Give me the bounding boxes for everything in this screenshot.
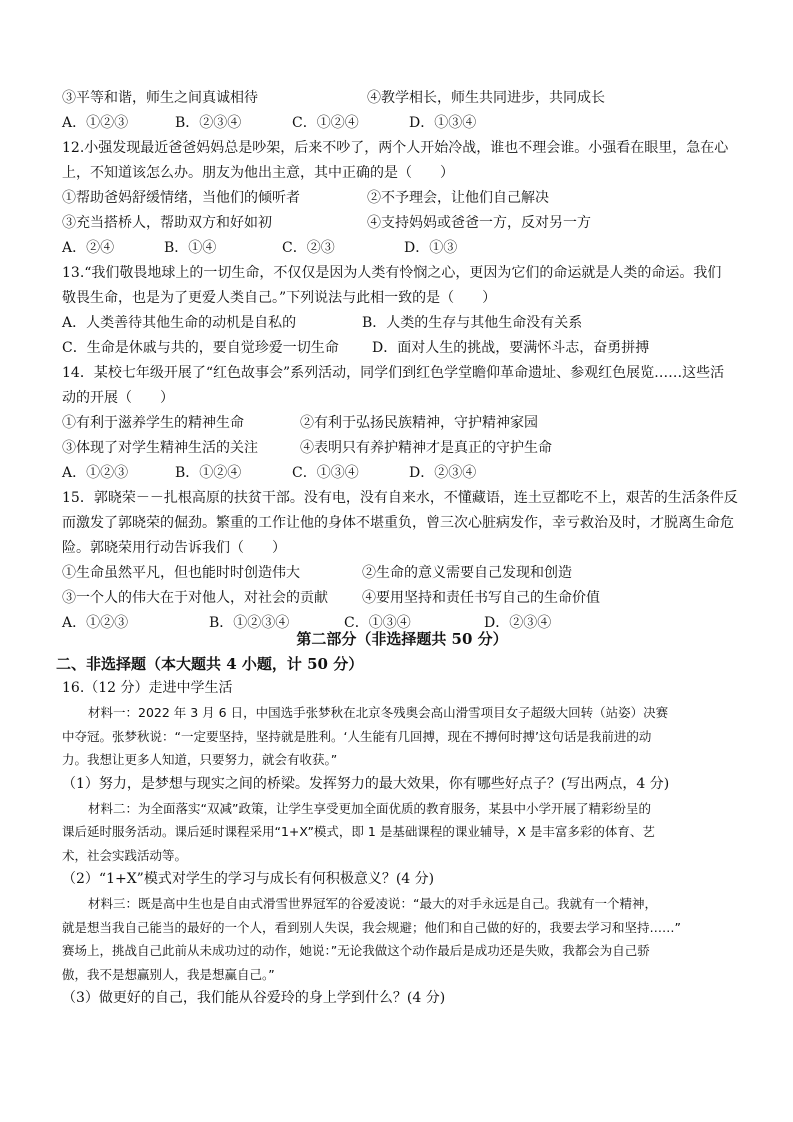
q13-stem-2: 敬畏生命，也是为了更爱人类自己。”下列说法与此相一致的是（ ）: [62, 290, 497, 306]
q12-option-3: ③充当搭桥人，帮助双方和好如初: [62, 215, 272, 231]
q16-material2-line1: 材料二：为全面落实“双减”政策，让学生享受更加全面优质的教育服务，某县中小学开展了精彩纷呈的: [88, 800, 651, 816]
q15-choice-a: A．①②③: [62, 615, 129, 631]
q16-material3-line2: 就是想当我自己能当的最好的一个人，看到别人失误，我会规避；他们和自己做的好的，我要去学习和坚持……”: [62, 919, 681, 935]
q11-options-row: [62, 86, 742, 111]
q16-material1-line3: 力。我想让更多人知道，只要努力，就会有收获。”: [62, 752, 338, 767]
q12-option-4: ④支持妈妈或爸爸一方，反对另一方: [367, 215, 591, 231]
q11-option-3: ③平等和谐，师生之间真诚相待: [62, 90, 258, 106]
q14-choice-b: B．①②④: [175, 465, 242, 481]
q16-material2-line2: 课后延时服务活动。课后延时课程采用“1+X”模式，即 1 是基础课程的课业辅导，X 是丰富多彩的体育、艺: [62, 824, 655, 839]
q11-option-4: ④教学相长，师生共同进步，共同成长: [367, 90, 605, 106]
q16-title: 16.（12 分）走进中学生活: [62, 680, 233, 696]
part2-title: 第二部分（非选择题共 50 分）: [296, 630, 508, 648]
q11-choice-c: C．①②④: [292, 115, 359, 131]
q11-choice-b: B．②③④: [175, 115, 242, 131]
q16-material3-line4: 傲，我不是想赢别人，我是想赢自己。”: [62, 966, 275, 982]
q15-stem-1: 15．郭晓荣－－扎根高原的扶贫干部。没有电，没有自来水，不懂藏语，连土豆都吃不上，艰苦的生活条件反: [62, 490, 738, 506]
q14-choices: [62, 461, 742, 486]
q14-choice-a: A．①②③: [62, 465, 129, 481]
q13-option-a: A．人类善待其他生命的动机是自私的: [62, 315, 297, 331]
q15-option-3: ③一个人的伟大在于对他人，对社会的贡献: [62, 590, 328, 606]
q14-choice-d: D．②③④: [409, 465, 477, 481]
q12-option-2: ②不予理会，让他们自己解决: [367, 190, 549, 206]
q12-stem-2: 上，不知道该怎么办。朋友为他出主意，其中正确的是（ ）: [62, 165, 454, 181]
q12-choice-c: C．②③: [282, 240, 335, 256]
q13-options-row-2: [62, 336, 742, 361]
q13-option-d: D．面对人生的挑战，要满怀斗志，奋勇拼搏: [372, 340, 650, 356]
q14-options-row-1: [62, 411, 742, 436]
q11-choices: [62, 111, 742, 136]
q11-choice-a: A．①②③: [62, 115, 129, 131]
q12-choice-b: B．①④: [164, 240, 217, 256]
q16-subquestion-3: （3）做更好的自己，我们能从谷爱玲的身上学到什么？(4 分): [62, 990, 446, 1006]
q13-option-c: C．生命是休戚与共的，要自觉珍爱一切生命: [62, 340, 339, 356]
q16-subquestion-1: （1）努力，是梦想与现实之间的桥梁。发挥努力的最大效果，你有哪些好点子？(写出两点，4 分): [62, 775, 670, 792]
q16-subquestion-2: （2）“1+X”模式对学生的学习与成长有何积极意义？(4 分): [62, 871, 435, 887]
q15-option-4: ④要用坚持和责任书写自己的生命价值: [362, 590, 600, 606]
q14-choice-c: C．①③④: [292, 465, 359, 481]
q14-option-1: ①有利于滋养学生的精神生命: [62, 415, 244, 431]
q15-option-1: ①生命虽然平凡，但也能时时创造伟大: [62, 565, 300, 581]
q15-option-2: ②生命的意义需要自己发现和创造: [362, 565, 572, 581]
q16-material3-line3: 赛场上，挑战自己此前从未成功过的动作，她说：”无论我做这个动作最后是成功还是失败，我都会为自己骄: [62, 943, 650, 958]
q16-material1-line1: 材料一：2022 年 3 月 6 日，中国选手张梦秋在北京冬残奥会高山滑雪项目女子超级大回转（站姿）决赛: [88, 705, 669, 720]
q14-option-4: ④表明只有养护精神才是真正的守护生命: [300, 440, 552, 456]
q15-choice-d: D．②③④: [484, 615, 552, 631]
q12-choice-a: A．②④: [62, 240, 115, 256]
q12-option-1: ①帮助爸妈舒缓情绪，当他们的倾听者: [62, 190, 300, 206]
q13-options-row-1: [62, 311, 742, 336]
q14-stem-1: 14．某校七年级开展了“红色故事会”系列活动，同学们到红色学堂瞻仰革命遗址、参观红色展览……这些活: [62, 365, 725, 381]
q16-material1-line2: 中夺冠。张梦秋说：“一定要坚持，坚持就是胜利。‘人生能有几回搏，现在不搏何时搏’这句话是我前进的动: [62, 728, 652, 744]
q13-option-b: B．人类的生存与其他生命没有关系: [362, 315, 583, 331]
q15-options-row-1: [62, 561, 742, 586]
q12-choices: [62, 236, 742, 261]
q12-choice-d: D．①③: [404, 240, 458, 256]
q16-material2-line3: 术，社会实践活动等。: [62, 847, 188, 863]
q15-choice-c: C．①③④: [344, 615, 411, 631]
q15-choice-b: B．①②③④: [209, 615, 290, 631]
q11-choice-d: D．①③④: [409, 115, 477, 131]
q16-material3-line1: 材料三：既是高中生也是自由式滑雪世界冠军的谷爱凌说：“最大的对手永远是自己。我就有一个精神，: [88, 896, 657, 911]
q12-options-row-2: [62, 211, 742, 236]
q14-options-row-2: [62, 436, 742, 461]
q14-stem-2: 动的开展（ ）: [62, 390, 174, 406]
q12-stem-1: 12.小强发现最近爸爸妈妈总是吵架，后来不吵了，两个人开始冷战，谁也不理会谁。小强看在眼里，急在心: [62, 140, 729, 156]
q13-stem-1: 13.“我们敬畏地球上的一切生命，不仅仅是因为人类有怜悯之心，更因为它们的命运就是人类的命运。我们: [62, 265, 722, 281]
q15-options-row-2: [62, 586, 742, 611]
q15-stem-3: 险。郭晓荣用行动告诉我们（ ）: [62, 540, 286, 556]
exam-page: [56, 86, 742, 1011]
q12-options-row-1: [62, 186, 742, 211]
q14-option-2: ②有利于弘扬民族精神，守护精神家园: [300, 415, 538, 431]
q14-option-3: ③体现了对学生精神生活的关注: [62, 440, 258, 456]
part2-heading: 二、非选择题（本大题共 4 小题，计 50 分）: [56, 655, 364, 673]
q15-stem-2: 而激发了郭晓荣的倔劲。繁重的工作让他的身体不堪重负，曾三次心脏病发作，幸亏救治及时，才脱离生命危: [62, 515, 734, 531]
